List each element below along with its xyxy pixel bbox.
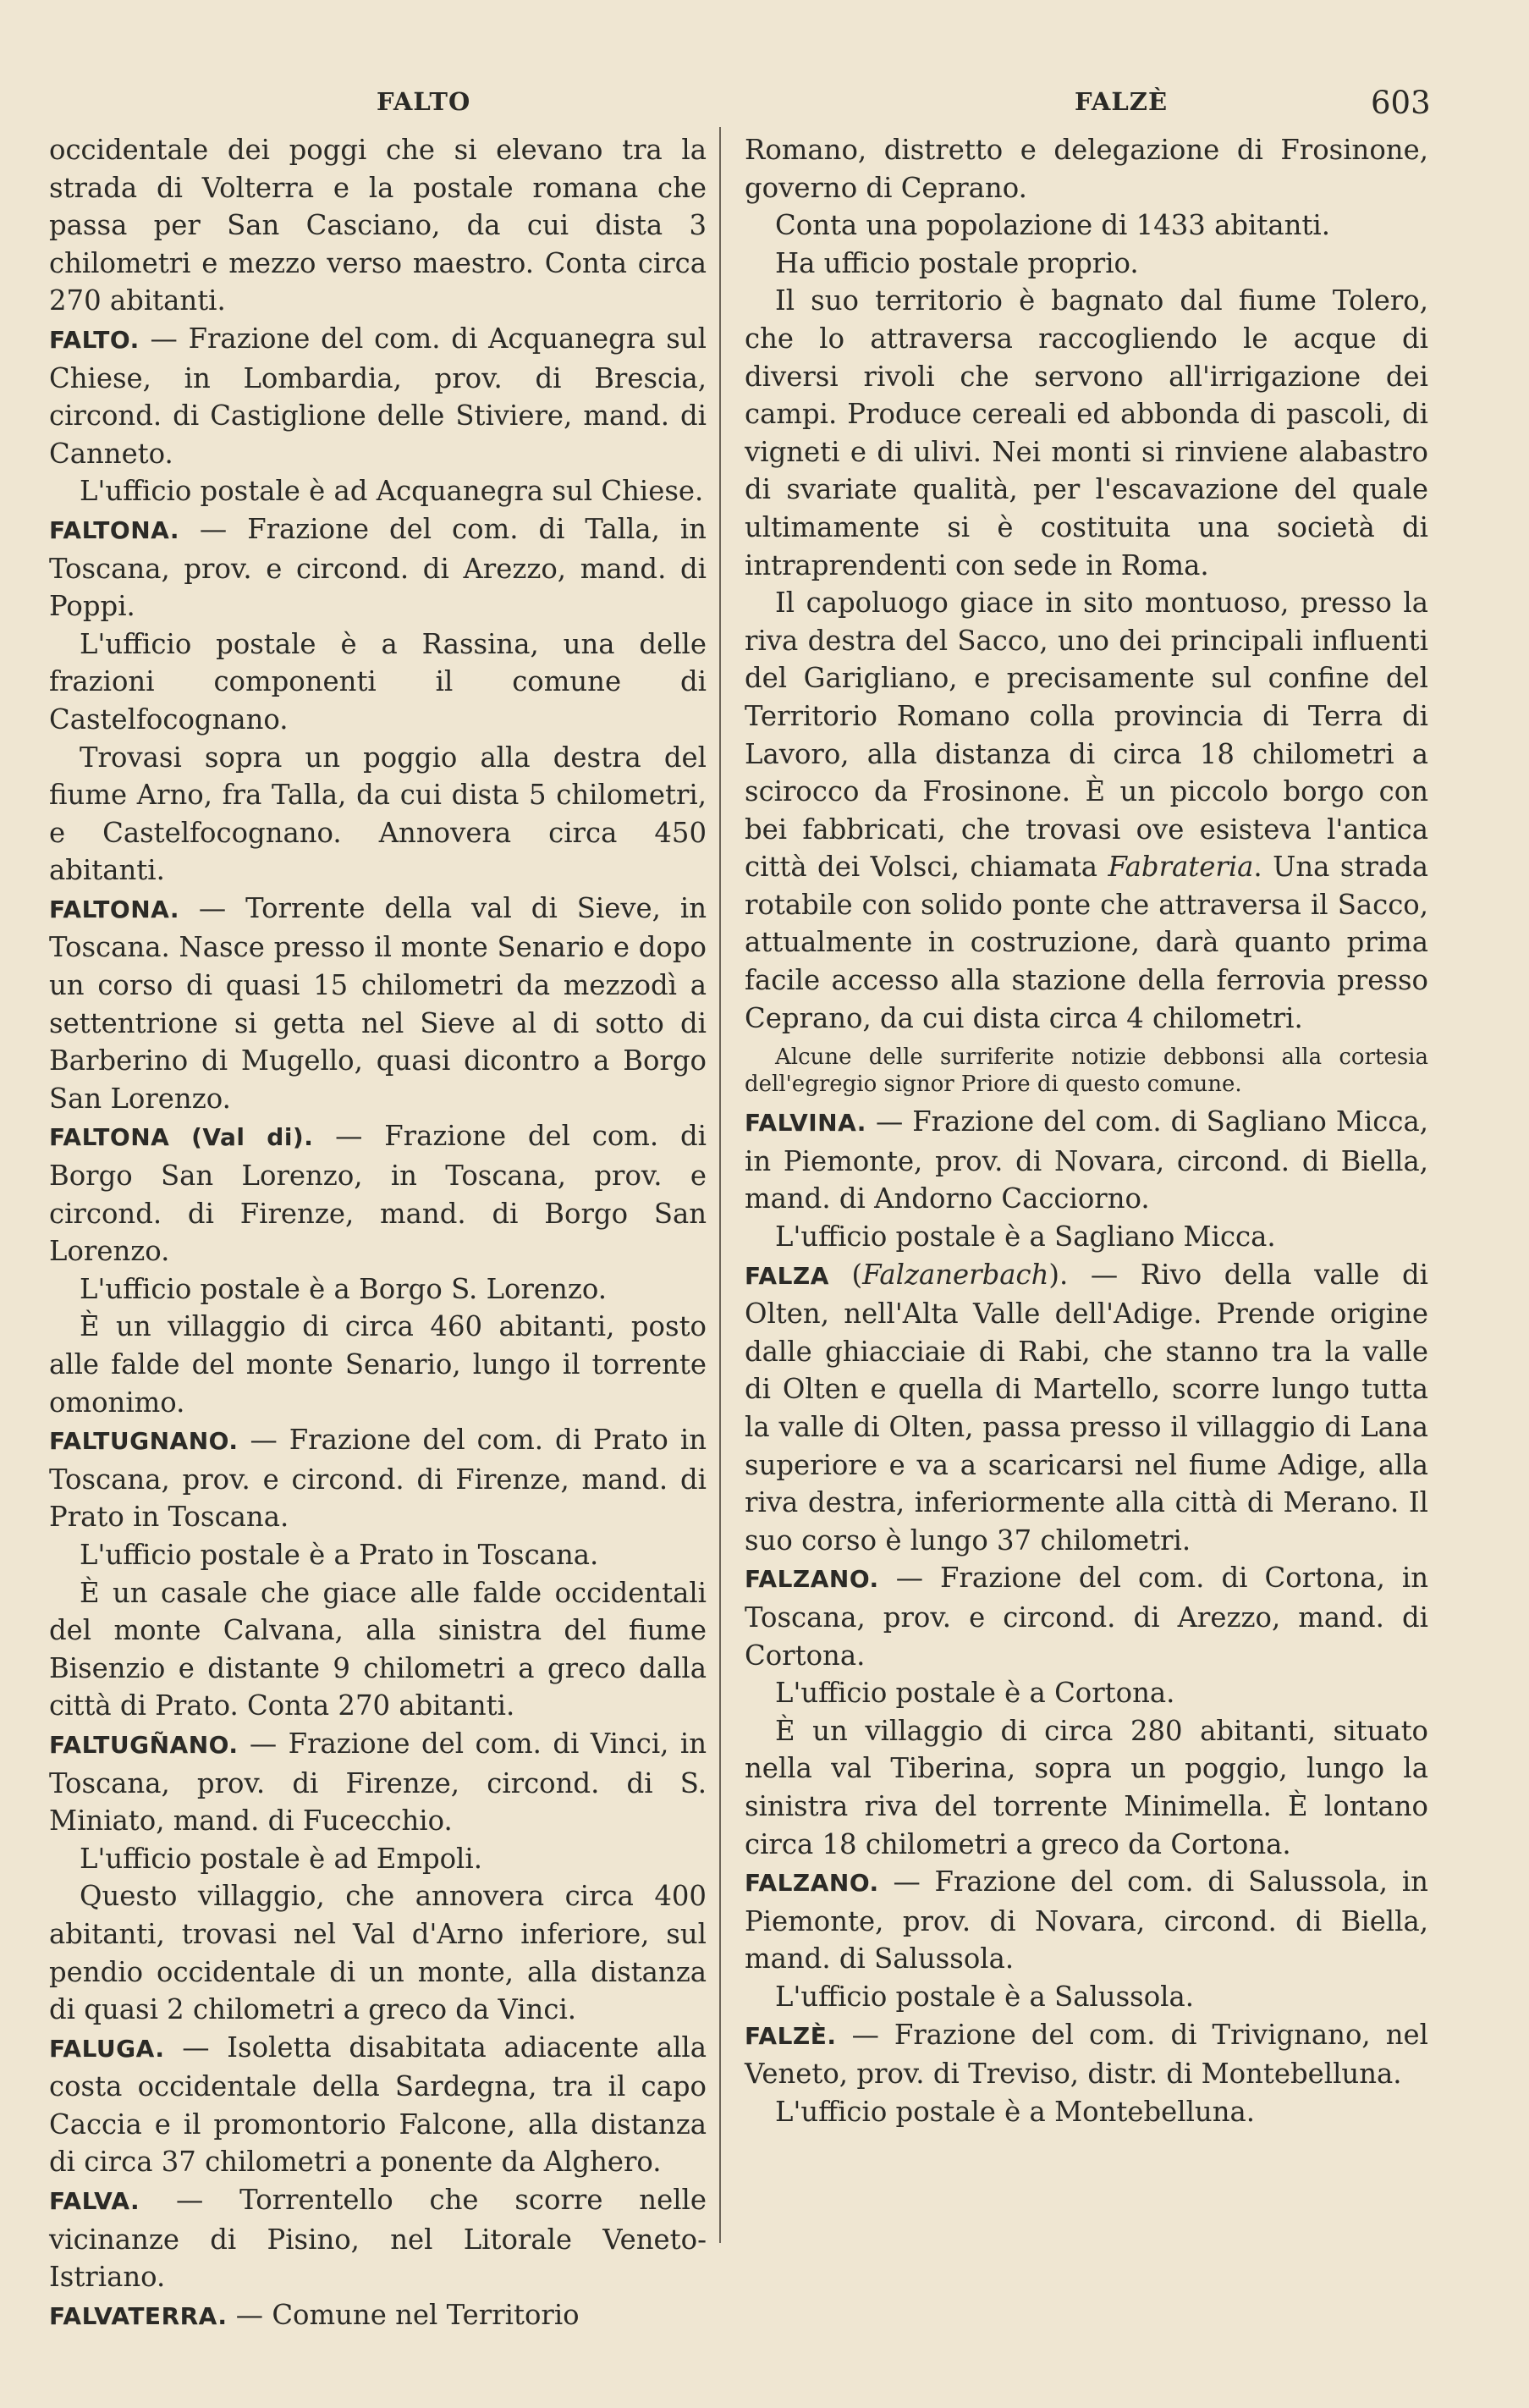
footnote: Alcune delle surriferite notizie debbonsi alla cortesia dell'egregio signor Priore di questo comune. [745, 1044, 1428, 1098]
entry-paragraph: L'ufficio postale è a Rassina, una delle frazioni componenti il comune di Castelfocognano. [49, 627, 707, 736]
entry-faltona-val-di [49, 1117, 707, 1270]
continuation-paragraph: occidentale dei poggi che si elevano tra la strada di Volterra e la postale romana che passa per San Casciano, da cui dista 3 chilometri e mezzo verso maestro. Conta circa 270 abitanti. [49, 134, 707, 317]
entry-text: — Torrente della val di Sieve, in Toscana. Nasce presso il monte Senario e dopo un corso di quasi 15 chilometri da mezzodì a settentrione si getta nel Sieve al di sotto di Barberino di Mugello, quasi dicontro a Borgo San Lorenzo. [49, 891, 707, 1115]
entry-faltona-1 [49, 510, 707, 625]
italic-term: Fabrateria [1108, 851, 1254, 884]
entry-paragraph: L'ufficio postale è a Prato in Toscana. [80, 1538, 599, 1571]
headword: FALTO. [49, 325, 140, 354]
running-head-left: FALTO [377, 87, 471, 116]
headword: FALVATERRA. [49, 2301, 228, 2330]
entry-paragraph: L'ufficio postale è a Salussola. [775, 1980, 1195, 2013]
entry-text: — Frazione del com. di Salussola, in Piemonte, prov. di Novara, circond. di Biella, mand. di Salussola. [745, 1865, 1428, 1975]
entry-paragraph [745, 584, 1428, 1037]
headword: FALTUGNANO. [49, 1427, 239, 1456]
entry-faltugnano-1 [49, 1421, 707, 1536]
entry-paragraph: Conta una popolazione di 1433 abitanti. [775, 209, 1330, 242]
entry-falze [745, 2016, 1428, 2093]
text-run: . Una strada rotabile con solido ponte che attraversa il Sacco, attualmente in costruzione, darà quanto prima facile accesso alla stazione della ferrovia presso Ceprano, da cui dista circa 4 chilometri. [745, 851, 1428, 1034]
headword: FALZA [745, 1261, 829, 1290]
entry-text: — Frazione del com. di Borgo San Lorenzo, in Toscana, prov. e circond. di Firenze, mand. di Borgo San Lorenzo. [49, 1120, 707, 1268]
entry-falvina [745, 1103, 1428, 1218]
entry-text: — Frazione del com. di Vinci, in Toscana, prov. di Firenze, circond. di S. Miniato, mand. di Fucecchio. [49, 1727, 707, 1838]
entry-text: — Frazione del com. di Trivignano, nel Veneto, prov. di Treviso, distr. di Montebelluna. [745, 2018, 1428, 2091]
entry-paragraph: L'ufficio postale è a Cortona. [775, 1677, 1175, 1710]
entry-paragraph: L'ufficio postale è a Sagliano Micca. [775, 1221, 1276, 1254]
entry-text: — Frazione del com. di Sagliano Micca, in Piemonte, prov. di Novara, circond. di Biella, mand. di Andorno Cacciorno. [745, 1105, 1428, 1215]
entry-paragraph: È un villaggio di circa 280 abitanti, situato nella val Tiberina, sopra un poggio, lungo la sinistra riva del torrente Minimella. È lontano circa 18 chilometri a greco da Cortona. [745, 1714, 1428, 1860]
entry-text: — Isoletta disabitata adiacente alla costa occidentale della Sardegna, tra il capo Caccia e il promontorio Falcone, alla distanza di circa 37 chilometri a ponente da Alghero. [49, 2031, 707, 2179]
headword: FALZÈ. [745, 2021, 837, 2050]
entry-paragraph: L'ufficio postale è a Montebelluna. [775, 2095, 1256, 2128]
entry-text: — Frazione del com. di Acquanegra sul Chiese, in Lombardia, prov. di Brescia, circond. di Castiglione delle Stiviere, mand. di Canneto. [49, 322, 707, 470]
headword: FALTONA (Val di). [49, 1123, 314, 1152]
entry-paragraph: L'ufficio postale è ad Empoli. [80, 1842, 482, 1875]
entry-falvaterra [49, 2296, 707, 2336]
entry-paragraph: L'ufficio postale è ad Acquanegra sul Chiese. [80, 475, 704, 508]
entry-paragraph: Trovasi sopra un poggio alla destra del fiume Arno, fra Talla, da cui dista 5 chilometri, e Castelfocognano. Annovera circa 450 abitanti. [49, 741, 707, 887]
entry-text: — Frazione del com. di Talla, in Toscana, prov. e circond. di Arezzo, mand. di Poppi. [49, 512, 707, 623]
headword: FALTUGÑANO. [49, 1730, 239, 1759]
right-column [745, 131, 1428, 2130]
headword: FALZANO. [745, 1565, 879, 1594]
left-column [49, 131, 707, 2335]
entry-text: — Frazione del com. di Cortona, in Toscana, prov. e circond. di Arezzo, mand. di Cortona. [745, 1562, 1428, 1672]
entry-paragraph: Ha ufficio postale proprio. [775, 246, 1139, 279]
column-divider [719, 127, 721, 2243]
running-head-right: FALZÈ [1075, 87, 1169, 116]
entry-text: — Torrentello che scorre nelle vicinanze di Pisino, nel Litorale Veneto-Istriano. [49, 2184, 707, 2294]
entry-faltugnano-2 [49, 1725, 707, 1840]
entry-paragraph: Questo villaggio, che annovera circa 400 abitanti, trovasi nel Val d'Arno inferiore, sul pendio occidentale di un monte, alla distanza di quasi 2 chilometri a greco da Vinci. [49, 1880, 707, 2026]
entry-paragraph: Il suo territorio è bagnato dal fiume Tolero, che lo attraversa raccogliendo le acque di diversi rivoli che servono all'irrigazione dei campi. Produce cereali ed abbonda di pascoli, di vigneti e di ulivi. Nei monti si rinviene alabastro di svariate qualità, per l'escavazione del quale ultimamente si è costituita una società di intraprendenti con sede in Roma. [745, 284, 1428, 581]
entry-text: — Comune nel Territorio [227, 2298, 580, 2331]
entry-paragraph: È un casale che giace alle falde occidentali del monte Calvana, alla sinistra del fiume Bisenzio e distante 9 chilometri a greco dalla città di Prato. Conta 270 abitanti. [49, 1576, 707, 1722]
headword: FALZANO. [745, 1869, 879, 1898]
alternate-name: Falzanerbach [862, 1258, 1049, 1291]
entry-falzano-2 [745, 1863, 1428, 1978]
entry-faltona-2 [49, 890, 707, 1118]
continuation-paragraph: Romano, distretto e delegazione di Frosinone, governo di Ceprano. [745, 134, 1428, 204]
text-run: Il capoluogo giace in sito montuoso, presso la riva destra del Sacco, uno dei principali influenti del Garigliano, e precisamente sul confine del Territorio Romano colla provincia di Terra di Lavoro, alla distanza di circa 18 chilometri a scirocco da Frosinone. È un piccolo borgo con bei fabbricati, che trovasi ove esisteva l'antica città dei Volsci, chiamata [745, 587, 1428, 884]
entry-falza: FALZA (Falzanerbach). — Rivo della valle di Olten, nell'Alta Valle dell'Adige. Prende origine dalle ghiacciaie di Rabi, che stanno tra la valle di Olten e quella di Martello, scorre lungo tutta la valle di Olten, passa presso il villaggio di Lana superiore e va a scaricarsi nel fiume Adige, alla riva destra, inferiormente alla città di Merano. Il suo corso è lungo 37 chilometri. [745, 1258, 1428, 1557]
entry-falzano-1 [745, 1559, 1428, 1674]
headword: FALVA. [49, 2187, 140, 2216]
entry-text: — Rivo della valle di Olten, nell'Alta Valle dell'Adige. Prende origine dalle ghiacciaie di Rabi, che stanno tra la valle di Olten e quella di Martello, scorre lungo tutta la valle di Olten, passa presso il villaggio di Lana superiore e va a scaricarsi nel fiume Adige, alla riva destra, inferiormente alla città di Merano. Il suo corso è lungo 37 chilometri. [745, 1258, 1428, 1557]
entry-paragraph: È un villaggio di circa 460 abitanti, posto alle falde del monte Senario, lungo il torrente omonimo. [49, 1310, 707, 1419]
headword: FALUGA. [49, 2034, 165, 2063]
entry-falto [49, 320, 707, 472]
entry-faluga [49, 2029, 707, 2181]
entry-falva [49, 2181, 707, 2296]
page-number: 603 [1371, 85, 1431, 121]
headword: FALVINA. [745, 1109, 866, 1138]
entry-text: — Frazione del com. di Prato in Toscana, prov. e circond. di Firenze, mand. di Prato in Toscana. [49, 1424, 707, 1534]
entry-paragraph: L'ufficio postale è a Borgo S. Lorenzo. [80, 1272, 607, 1305]
headword: FALTONA. [49, 895, 179, 923]
headword: FALTONA. [49, 515, 179, 544]
